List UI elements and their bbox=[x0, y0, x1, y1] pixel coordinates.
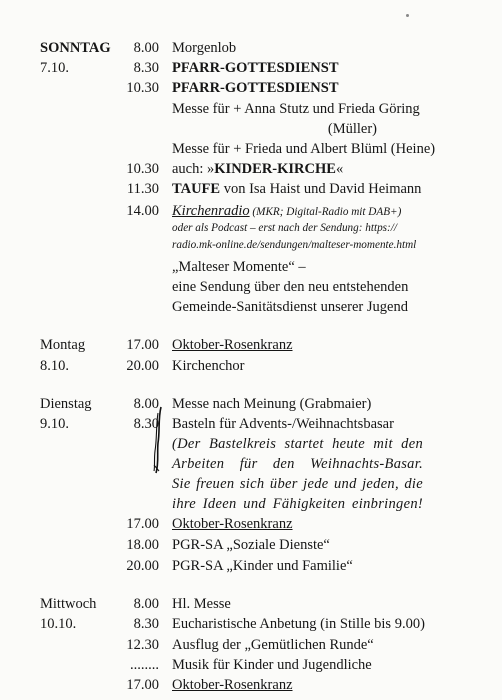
time-label: 17.00 bbox=[126, 516, 159, 532]
schedule-row bbox=[0, 355, 502, 377]
time-label: 14.00 bbox=[126, 203, 159, 219]
schedule-row bbox=[0, 453, 502, 475]
schedule-row bbox=[0, 219, 502, 237]
event-text: „Malteser Momente“ – bbox=[172, 259, 306, 275]
schedule-row bbox=[0, 118, 502, 140]
event-text: Musik für Kinder und Jugendliche bbox=[172, 657, 372, 673]
schedule-row bbox=[0, 276, 502, 298]
date-label: 10.10. bbox=[40, 616, 77, 632]
time-label: 10.30 bbox=[126, 161, 159, 177]
event-text: PGR-SA „Kinder und Familie“ bbox=[172, 558, 353, 574]
schedule-row bbox=[0, 674, 502, 696]
schedule-row bbox=[0, 473, 502, 495]
event-text: (Der Bastelkreis startet heute mit den bbox=[172, 436, 423, 452]
time-label: 8.30 bbox=[133, 60, 159, 76]
schedule-row bbox=[0, 296, 502, 318]
schedule-row bbox=[0, 37, 502, 59]
schedule-row bbox=[0, 236, 502, 254]
schedule-row bbox=[0, 334, 502, 356]
time-label: 18.00 bbox=[126, 537, 159, 553]
event-text: (Müller) bbox=[327, 121, 377, 137]
event-text: Messe für + Frieda und Albert Blüml (Heine) bbox=[172, 141, 436, 157]
event-text: Messe für + Anna Stutz und Frieda Göring bbox=[172, 101, 420, 117]
date-label: 8.10. bbox=[40, 358, 69, 374]
time-label: 10.30 bbox=[126, 80, 159, 96]
event-text: Oktober-Rosenkranz bbox=[172, 337, 293, 353]
event-text-suffix: « bbox=[335, 161, 344, 177]
schedule-row bbox=[0, 493, 502, 515]
day-label: Montag bbox=[40, 337, 86, 353]
schedule-row bbox=[0, 138, 502, 160]
event-text bbox=[172, 158, 343, 180]
kirchenradio-link[interactable]: Kirchenradio bbox=[172, 203, 250, 219]
time-label: 17.00 bbox=[126, 677, 159, 693]
time-label: 8.00 bbox=[133, 596, 159, 612]
schedule-row bbox=[0, 433, 502, 455]
date-label: 7.10. bbox=[40, 60, 69, 76]
time-label: 8.30 bbox=[133, 416, 159, 432]
time-label: 20.00 bbox=[126, 358, 159, 374]
event-text: Ausflug der „Gemütlichen Runde“ bbox=[172, 637, 374, 653]
event-text: Oktober-Rosenkranz bbox=[172, 516, 293, 532]
schedule-row bbox=[0, 158, 502, 180]
event-text: Kirchenchor bbox=[172, 358, 245, 374]
event-text: ihre Ideen und Fähigkeiten einbringen! bbox=[172, 496, 423, 512]
event-text: Basteln für Advents-/Weihnachtsbasar bbox=[172, 416, 394, 432]
schedule-row bbox=[0, 178, 502, 200]
time-label: 8.00 bbox=[133, 396, 159, 412]
event-text: Hl. Messe bbox=[172, 596, 231, 612]
day-label: SONNTAG bbox=[40, 40, 111, 56]
podcast-url[interactable]: radio.mk-online.de/sendungen/malteser-momente.html bbox=[172, 239, 417, 251]
schedule-row bbox=[0, 393, 502, 415]
time-label: 20.00 bbox=[126, 558, 159, 574]
event-text: oder als Podcast – erst nach der Sendung: https:// bbox=[172, 222, 397, 234]
day-label: Dienstag bbox=[40, 396, 92, 412]
time-label: 17.00 bbox=[126, 337, 159, 353]
schedule-row bbox=[0, 634, 502, 656]
event-text-bold: TAUFE bbox=[172, 181, 221, 197]
event-text-suffix: (MKR; Digital-Radio mit DAB+) bbox=[249, 206, 402, 218]
schedule-row bbox=[0, 98, 502, 120]
event-text: Eucharistische Anbetung (in Stille bis 9.00) bbox=[172, 616, 425, 632]
schedule-row bbox=[0, 77, 502, 99]
day-label: Mittwoch bbox=[40, 596, 97, 612]
time-label: 11.30 bbox=[126, 181, 159, 197]
schedule-row bbox=[0, 413, 502, 435]
time-label: 8.30 bbox=[133, 616, 159, 632]
time-label: ........ bbox=[130, 657, 159, 673]
paper-speck bbox=[406, 14, 409, 17]
event-text: Gemeinde-Sanitätsdienst unserer Jugend bbox=[172, 299, 408, 315]
time-label: 8.00 bbox=[133, 40, 159, 56]
event-text bbox=[172, 178, 421, 200]
event-text: Sie freuen sich über jede und jeden, die bbox=[172, 476, 423, 492]
event-text: Arbeiten für den Weihnachts-Basar. bbox=[172, 456, 423, 472]
event-text-suffix: von Isa Haist und David Heimann bbox=[220, 181, 422, 197]
schedule-row bbox=[0, 613, 502, 635]
event-text-bold: KINDER-KIRCHE bbox=[214, 161, 336, 177]
schedule-row bbox=[0, 513, 502, 535]
schedule-row bbox=[0, 534, 502, 556]
schedule-row bbox=[0, 555, 502, 577]
event-text: PFARR-GOTTESDIENST bbox=[172, 80, 339, 96]
event-text-prefix: auch: » bbox=[172, 161, 215, 177]
event-text: PGR-SA „Soziale Dienste“ bbox=[172, 537, 330, 553]
date-label: 9.10. bbox=[40, 416, 69, 432]
schedule-row bbox=[0, 654, 502, 676]
event-text: Morgenlob bbox=[172, 40, 237, 56]
event-text: Messe nach Meinung (Grabmaier) bbox=[172, 396, 372, 412]
event-text: PFARR-GOTTESDIENST bbox=[172, 60, 339, 76]
time-label: 12.30 bbox=[126, 637, 159, 653]
schedule-row bbox=[0, 57, 502, 79]
event-text: Oktober-Rosenkranz bbox=[172, 677, 293, 693]
schedule-row bbox=[0, 593, 502, 615]
schedule-row bbox=[0, 256, 502, 278]
event-text: eine Sendung über den neu entstehenden bbox=[172, 279, 409, 295]
